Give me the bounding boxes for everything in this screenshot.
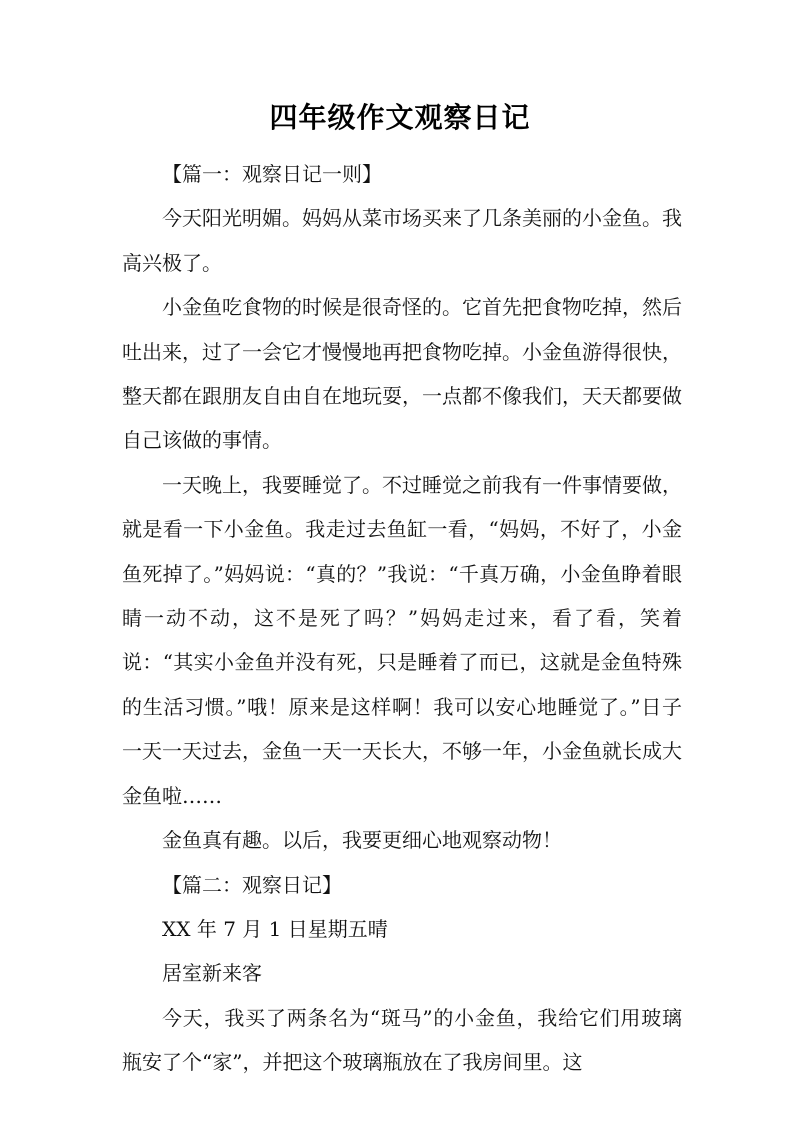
diary-subtitle: 居室新来客 <box>162 961 262 986</box>
section-heading-one: 【篇一：观察日记一则】 <box>162 162 382 186</box>
document-title: 四年级作文观察日记 <box>269 101 531 134</box>
paragraph: 小金鱼吃食物的时候是很奇怪的。它首先把食物吃掉，然后吐出来，过了一会它才慢慢地再把食物吃掉。小金鱼游得很快，整天都在跟朋友自由自在地玩耍，一点都不像我们，天天都要做自己该做的事情。 <box>122 295 682 453</box>
paragraph: 一天晚上，我要睡觉了。不过睡觉之前我有一件事情要做，就是看一下小金鱼。我走过去鱼缸一看，“妈妈，不好了，小金鱼死掉了。”妈妈说：“真的？”我说：“千真万确，小金鱼睁着眼睛一动不动，这不是死了吗？”妈妈走过来，看了看，笑着说：“其实小金鱼并没有死，只是睡着了而已，这就是金鱼特殊的生活习惯。”哦！原来是这样啊！我可以安心地睡觉了。”日子一天一天过去，金鱼一天一天长大，不够一年，小金鱼就长成大金鱼啦…… <box>122 472 682 808</box>
document-body <box>122 152 682 1085</box>
paragraph: 金鱼真有趣。以后，我要更细心地观察动物！ <box>162 828 562 853</box>
paragraph: 今天阳光明媚。妈妈从菜市场买来了几条美丽的小金鱼。我高兴极了。 <box>122 206 682 275</box>
section-heading-two: 【篇二：观察日记】 <box>162 872 342 897</box>
diary-date: XX 年 7 月 1 日星期五晴 <box>162 916 388 941</box>
paragraph: 今天，我买了两条名为“斑马”的小金鱼，我给它们用玻璃瓶安了个“家”，并把这个玻璃瓶放在了我房间里。这 <box>122 1005 682 1075</box>
